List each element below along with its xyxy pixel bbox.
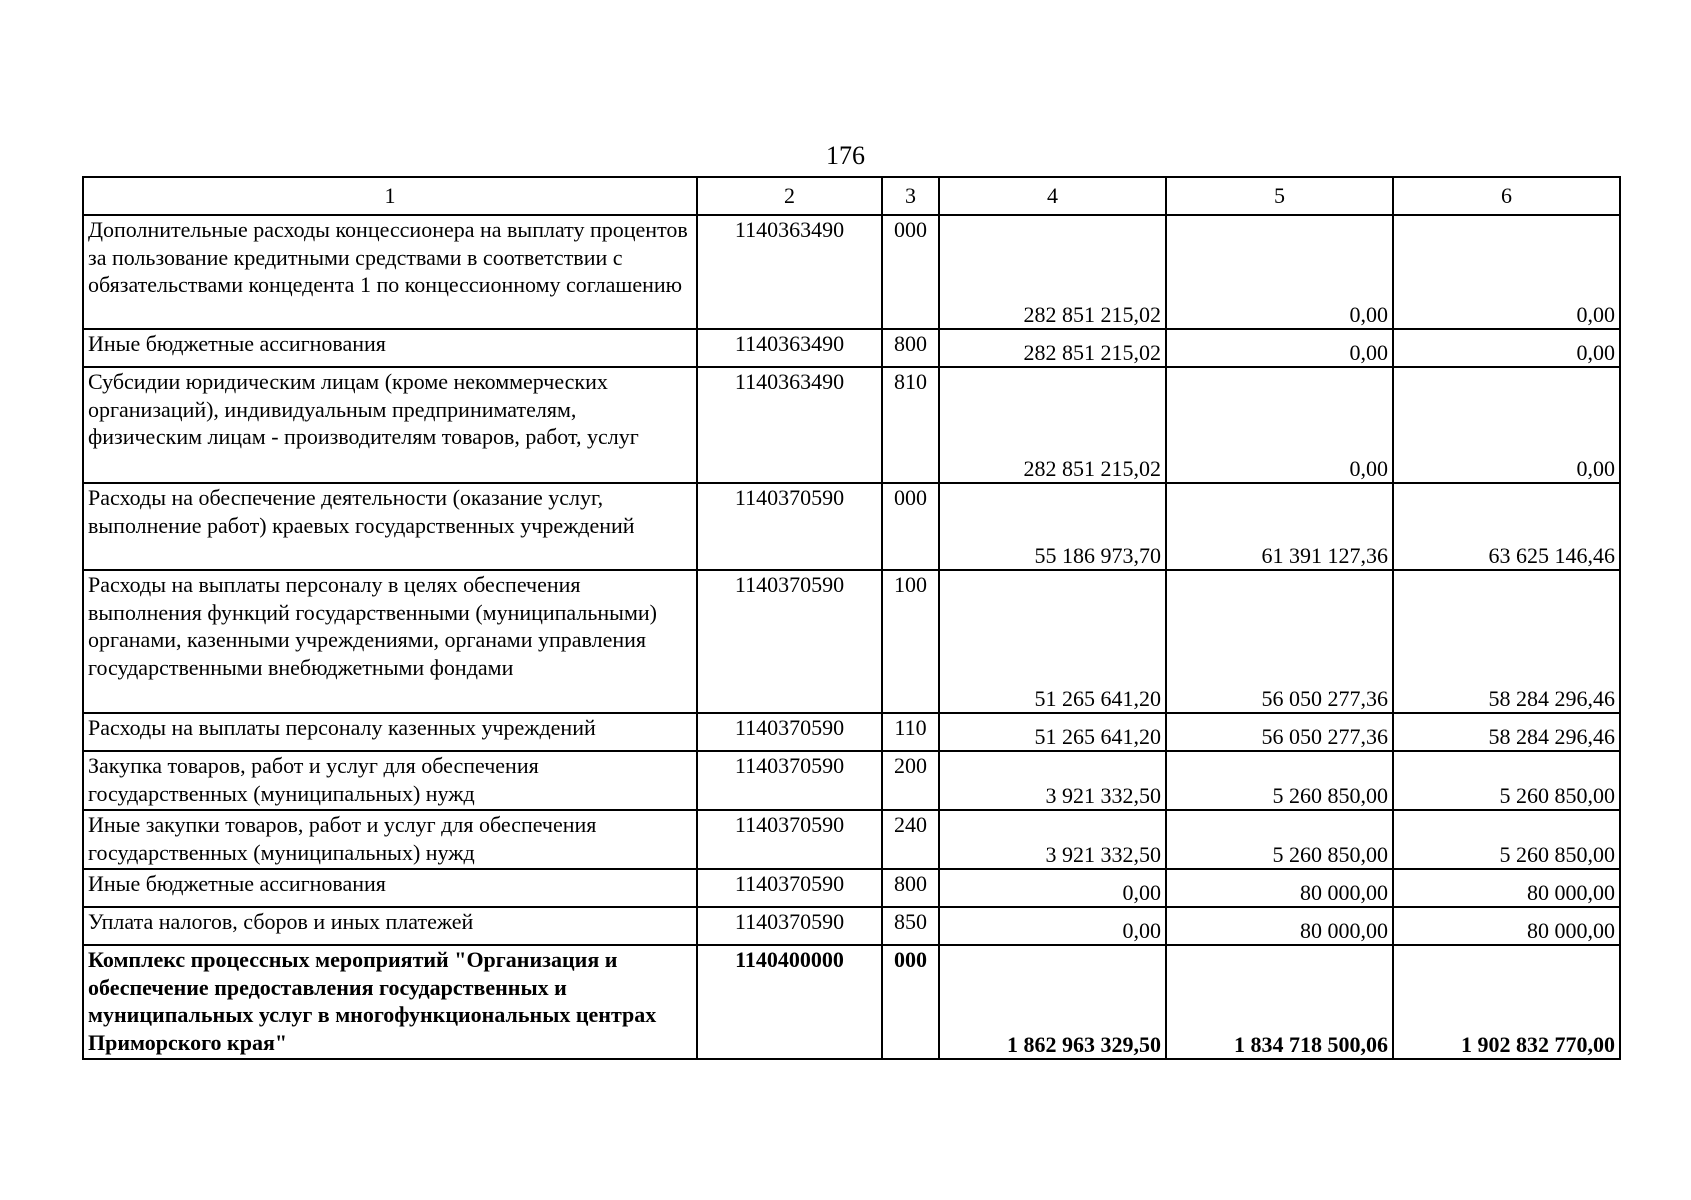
row-name: Дополнительные расходы концессионера на выплату процентов за пользование кредитными средствами в соответствии с обязательствами концедента 1 по концессионному соглашению <box>83 215 697 329</box>
table-row <box>83 713 1620 751</box>
row-value-5: 56 050 277,36 <box>1166 713 1393 751</box>
row-type: 110 <box>882 713 939 751</box>
table-row <box>83 907 1620 945</box>
row-value-5: 0,00 <box>1166 215 1393 329</box>
row-value-4: 51 265 641,20 <box>939 570 1166 713</box>
row-value-4: 282 851 215,02 <box>939 367 1166 483</box>
row-value-5: 80 000,00 <box>1166 869 1393 907</box>
row-value-5: 0,00 <box>1166 367 1393 483</box>
row-code: 1140370590 <box>697 751 882 810</box>
row-value-6: 58 284 296,46 <box>1393 713 1620 751</box>
row-value-6: 58 284 296,46 <box>1393 570 1620 713</box>
table-row <box>83 483 1620 570</box>
row-code: 1140370590 <box>697 810 882 869</box>
row-name: Уплата налогов, сборов и иных платежей <box>83 907 697 945</box>
row-value-4: 282 851 215,02 <box>939 329 1166 367</box>
table-row <box>83 570 1620 713</box>
row-value-4: 282 851 215,02 <box>939 215 1166 329</box>
header-cell: 4 <box>939 177 1166 215</box>
header-cell: 5 <box>1166 177 1393 215</box>
row-type: 240 <box>882 810 939 869</box>
header-cell: 2 <box>697 177 882 215</box>
row-value-6: 0,00 <box>1393 215 1620 329</box>
row-value-5: 1 834 718 500,06 <box>1166 945 1393 1059</box>
row-value-6: 63 625 146,46 <box>1393 483 1620 570</box>
row-value-5: 0,00 <box>1166 329 1393 367</box>
row-name: Иные закупки товаров, работ и услуг для обеспечения государственных (муниципальных) нужд <box>83 810 697 869</box>
row-value-4: 51 265 641,20 <box>939 713 1166 751</box>
row-code: 1140370590 <box>697 483 882 570</box>
row-code: 1140363490 <box>697 329 882 367</box>
header-cell: 6 <box>1393 177 1620 215</box>
row-value-6: 5 260 850,00 <box>1393 751 1620 810</box>
row-value-4: 3 921 332,50 <box>939 751 1166 810</box>
row-type: 810 <box>882 367 939 483</box>
table-row <box>83 367 1620 483</box>
row-value-6: 0,00 <box>1393 329 1620 367</box>
row-value-5: 80 000,00 <box>1166 907 1393 945</box>
row-type: 000 <box>882 945 939 1059</box>
row-value-5: 5 260 850,00 <box>1166 751 1393 810</box>
row-name: Комплекс процессных мероприятий "Организация и обеспечение предоставления государственных и муниципальных услуг в многофункциональных центрах Приморского края" <box>83 945 697 1059</box>
row-value-6: 80 000,00 <box>1393 869 1620 907</box>
row-value-4: 55 186 973,70 <box>939 483 1166 570</box>
row-type: 000 <box>882 215 939 329</box>
header-cell: 1 <box>83 177 697 215</box>
row-value-6: 80 000,00 <box>1393 907 1620 945</box>
row-type: 200 <box>882 751 939 810</box>
row-value-6: 5 260 850,00 <box>1393 810 1620 869</box>
row-code: 1140400000 <box>697 945 882 1059</box>
row-code: 1140363490 <box>697 215 882 329</box>
row-name: Иные бюджетные ассигнования <box>83 869 697 907</box>
row-value-4: 3 921 332,50 <box>939 810 1166 869</box>
table-row <box>83 329 1620 367</box>
row-value-5: 5 260 850,00 <box>1166 810 1393 869</box>
table-row-total <box>83 945 1620 1059</box>
row-value-4: 0,00 <box>939 907 1166 945</box>
row-type: 800 <box>882 869 939 907</box>
row-name: Расходы на выплаты персоналу в целях обеспечения выполнения функций государственными (муниципальными) органами, казенными учреждениями, органами управления государственными внебюджетными фондами <box>83 570 697 713</box>
row-value-4: 1 862 963 329,50 <box>939 945 1166 1059</box>
row-name: Субсидии юридическим лицам (кроме некоммерческих организаций), индивидуальным предпринимателям, физическим лицам - производителям товаров, работ, услуг <box>83 367 697 483</box>
row-type: 000 <box>882 483 939 570</box>
budget-table <box>82 176 1621 1060</box>
row-value-5: 61 391 127,36 <box>1166 483 1393 570</box>
header-row <box>83 177 1620 215</box>
row-code: 1140370590 <box>697 570 882 713</box>
row-name: Расходы на обеспечение деятельности (оказание услуг, выполнение работ) краевых государственных учреждений <box>83 483 697 570</box>
row-type: 850 <box>882 907 939 945</box>
header-cell: 3 <box>882 177 939 215</box>
table-row <box>83 751 1620 810</box>
row-value-6: 0,00 <box>1393 367 1620 483</box>
row-code: 1140370590 <box>697 713 882 751</box>
row-name: Иные бюджетные ассигнования <box>83 329 697 367</box>
table-row <box>83 869 1620 907</box>
row-value-5: 56 050 277,36 <box>1166 570 1393 713</box>
row-code: 1140363490 <box>697 367 882 483</box>
row-value-4: 0,00 <box>939 869 1166 907</box>
row-type: 100 <box>882 570 939 713</box>
table-row <box>83 215 1620 329</box>
row-name: Расходы на выплаты персоналу казенных учреждений <box>83 713 697 751</box>
page-number: 176 <box>826 141 865 170</box>
row-code: 1140370590 <box>697 907 882 945</box>
row-name: Закупка товаров, работ и услуг для обеспечения государственных (муниципальных) нужд <box>83 751 697 810</box>
table-row <box>83 810 1620 869</box>
row-value-6: 1 902 832 770,00 <box>1393 945 1620 1059</box>
row-code: 1140370590 <box>697 869 882 907</box>
row-type: 800 <box>882 329 939 367</box>
